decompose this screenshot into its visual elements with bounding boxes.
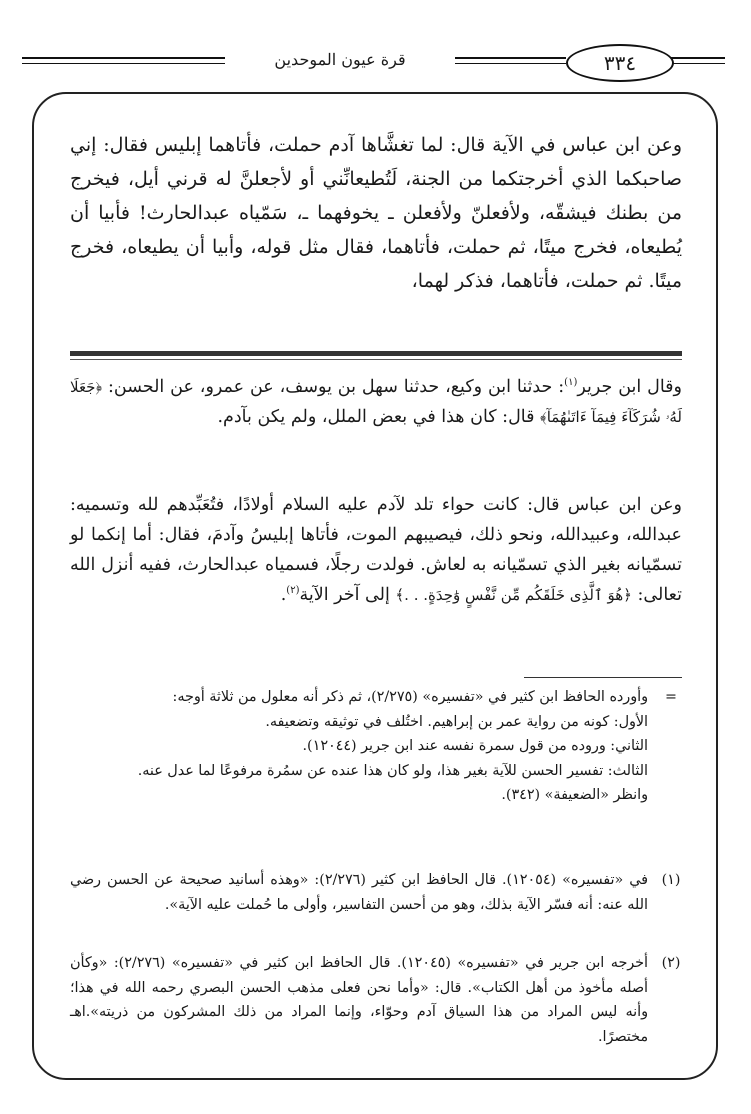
footnote-line: وأورده الحافظ ابن كثير في «تفسيره» (٢/٢٧٥)، ثم ذكر أنه معلول من ثلاثة أوجه: — [172, 689, 648, 705]
upper-paragraph: وعن ابن عباس في الآية قال: لما تغشَّاها آدم حملت، فأتاهما إبليس فقال: إني صاحبكما الذي أخرجتكما من الجنة، لَتُطيعانِّني أو لأجعلنَّ له قرني أيل، فيخرج من بطنك فيشقّه، ولأفعلنّ ولأفعلن ـ يخوفهما ـ، سَمّياه عبدالحارث! فأبيا أن يُطيعاه، فخرج ميتًا، ثم حملت، فأتاهما، فقال مثل قوله، وأبيا أن يطيعاه، فخرج ميتًا. ثم حملت، فأتاهما، فذكر لهما، — [70, 134, 682, 292]
para2-text-b: إلى آخر الآية — [299, 585, 396, 605]
quran-verse-1: ﴿جَعَلَا لَهُۥ شُرَكَآءَ فِيمَآ ءَاتَىٰهُمَآ﴾ — [70, 378, 682, 426]
header-rule-mid-bottom — [455, 63, 566, 64]
footnote-2 — [70, 951, 682, 1049]
header-rule-mid-top — [455, 57, 566, 59]
paragraph-ibn-jarir — [70, 372, 682, 432]
footnote-line: وانظر «الضعيفة» (٣٤٢). — [501, 787, 648, 803]
paragraph-ibn-abbas — [70, 490, 682, 610]
footnote-line: الأول: كونه من رواية عمر بن إبراهيم. اختُلف في توثيقه وتضعيفه. — [265, 713, 648, 730]
section-divider-thin — [70, 359, 682, 360]
footnote-1-mark: (١) — [661, 872, 681, 888]
footnote-continued-mark: = — [665, 689, 677, 705]
para1-text-b: : حدثنا ابن وكيع، حدثنا سهل بن يوسف، عن عمرو، عن الحسن: — [102, 377, 565, 397]
para2-text-c: . — [280, 585, 287, 605]
footnote-1-text: في «تفسيره» (١٢٠٥٤). قال الحافظ ابن كثير (٢/٢٧٦): «وهذه أسانيد صحيحة عن الحسن رضي الله عنه: أنه فسّر الآية بذلك، وهو من أحسن التفاسير، وأولى ما حُملت عليه الآية». — [70, 872, 648, 913]
header-rule-right-bottom — [670, 63, 725, 64]
footnote-ref-1: (١) — [564, 377, 578, 389]
footnote-rule — [524, 677, 682, 678]
header-rule-left-top — [22, 57, 225, 59]
section-divider-heavy — [70, 351, 682, 356]
running-title: قرة عيون الموحدين — [225, 50, 455, 69]
footnote-ref-2: (٢) — [286, 585, 300, 597]
para2-text-a: وعن ابن عباس قال: كانت حواء تلد لآدم عليه السلام أولادًا، فتُعَبِّدهم لله وتسميه: عبدالله، وعبيدالله، ونحو ذلك، فيصيبهم الموت، فأتاها إبليسُ وآدمَ، فقال: أما إنكما لو تسمّيانه بغير الذي تسمّيانه به لعاش. فولدت رجلًا، فسمياه عبدالحارث، ففيه أنزل الله تعالى: — [70, 495, 682, 605]
header-rule-right-top — [670, 57, 725, 59]
footnote-line: الثاني: وروده من قول سمرة نفسه عند ابن جرير (١٢٠٤٤). — [302, 738, 648, 754]
page-number: ٣٣٤ — [566, 44, 674, 82]
footnote-continued — [70, 685, 682, 808]
quran-verse-2: ﴿هُوَ ٱلَّذِى خَلَقَكُم مِّن نَّفْسٍ وَٰحِدَةٍ. . .﴾ — [395, 586, 632, 604]
page-header — [0, 40, 751, 86]
para1-text-a: وقال ابن جرير — [577, 377, 682, 397]
header-rule-left-bottom — [22, 63, 225, 64]
para1-text-c: قال: كان هذا في بعض الملل، ولم يكن بآدم. — [217, 407, 541, 427]
footnote-1 — [70, 868, 682, 917]
footnote-line: الثالث: تفسير الحسن للآية بغير هذا، ولو كان هذا عنده عن سمُرة مرفوعًا لما عدل عنه. — [137, 762, 648, 779]
footnote-2-text: أخرجه ابن جرير في «تفسيره» (١٢٠٤٥). قال الحافظ ابن كثير في «تفسيره» (٢/٢٧٦): «وكأن أصله مأخوذ من أهل الكتاب». قال: «وأما نحن فعلى مذهب الحسن البصري رحمه الله في هذا؛ وأنه ليس المراد من هذا السياق آدم وحوّاء، وإنما المراد من ذلك المشركون من ذريته».اهـ مختصرًا. — [70, 955, 648, 1045]
footnote-2-mark: (٢) — [661, 955, 681, 971]
